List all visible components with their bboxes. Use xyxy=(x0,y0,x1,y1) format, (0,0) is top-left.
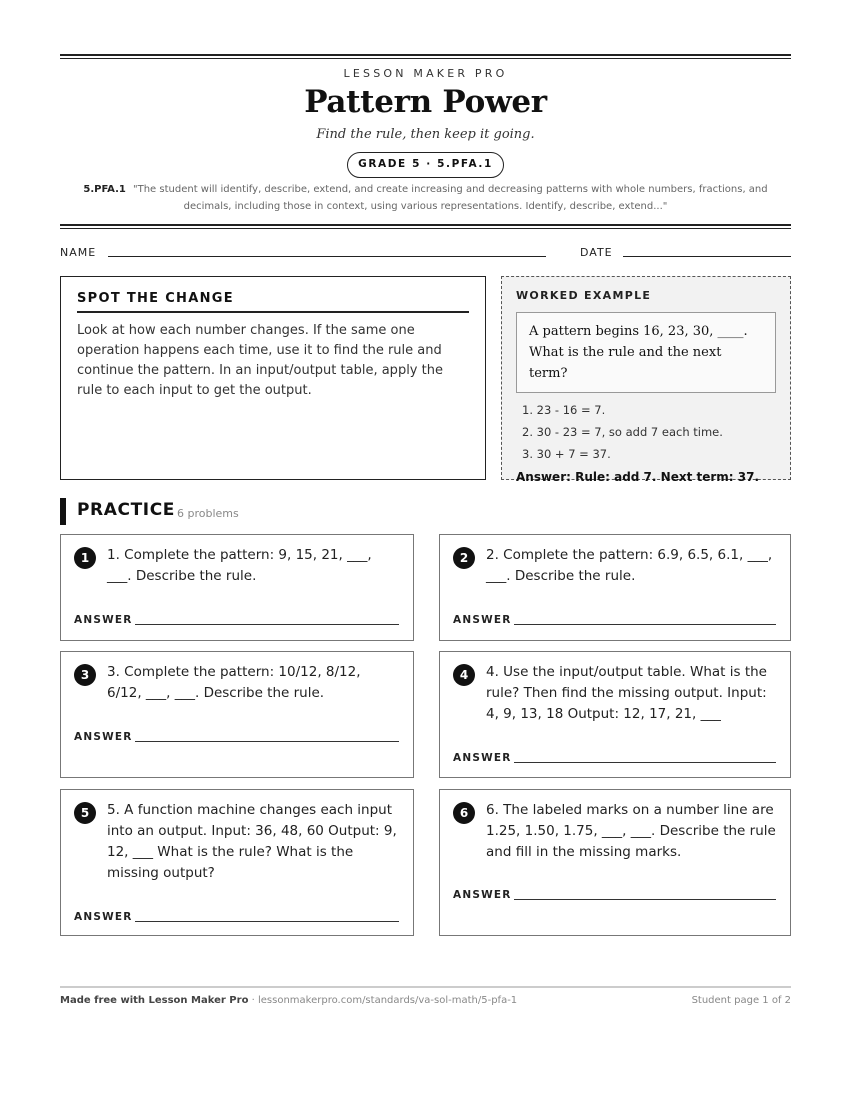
footer-made-with: Made free with Lesson Maker Pro xyxy=(60,995,249,1006)
brand-name: LESSON MAKER PRO xyxy=(343,67,508,80)
problem-number-badge: 1 xyxy=(74,547,96,569)
footer-url: · lessonmakerpro.com/standards/va-sol-math/5-pfa-1 xyxy=(248,995,518,1006)
answer-line[interactable] xyxy=(135,921,399,922)
answer-label: ANSWER xyxy=(453,752,512,764)
problem-number-badge: 3 xyxy=(74,664,96,686)
name-field[interactable] xyxy=(108,256,546,257)
answer-line[interactable] xyxy=(135,624,399,625)
spot-the-change-box xyxy=(60,276,486,480)
header-bottom-rule xyxy=(60,224,791,229)
grade-badge: GRADE 5 · 5.PFA.1 xyxy=(347,152,504,178)
problem-card-6 xyxy=(439,789,791,936)
worked-example-answer: Answer: Rule: add 7. Next term: 37. xyxy=(516,470,760,484)
problem-card-4 xyxy=(439,651,791,778)
problem-card-1 xyxy=(60,534,414,641)
footer-page-number: Student page 1 of 2 xyxy=(691,995,791,1006)
answer-line[interactable] xyxy=(514,762,776,763)
worked-example-title: WORKED EXAMPLE xyxy=(516,289,652,302)
problem-card-5 xyxy=(60,789,414,936)
problem-text: 6. The labeled marks on a number line are 1.25, 1.50, 1.75, ___, ___. Describe the rule and fill in the missing marks. xyxy=(486,802,776,860)
problem-text: 3. Complete the pattern: 10/12, 8/12, 6/12, ___, ___. Describe the rule. xyxy=(107,664,361,701)
problem-text: 2. Complete the pattern: 6.9, 6.5, 6.1, ___, ___. Describe the rule. xyxy=(486,547,773,584)
standard-code: 5.PFA.1 xyxy=(83,184,126,195)
problem-number-badge: 2 xyxy=(453,547,475,569)
problem-card-2 xyxy=(439,534,791,641)
page-title: Pattern Power xyxy=(304,84,547,120)
footer-credit xyxy=(60,995,517,1006)
worked-example-box xyxy=(501,276,791,484)
page-subtitle: Find the rule, then keep it going. xyxy=(316,127,535,142)
problem-number-badge: 5 xyxy=(74,802,96,824)
worksheet-page xyxy=(60,0,791,1100)
problem-text: 4. Use the input/output table. What is the rule? Then find the missing output. Input: 4, 9, 13, 18 Output: 12, 17, 21, ___ xyxy=(486,664,767,722)
practice-heading: PRACTICE xyxy=(77,500,175,520)
date-label: DATE xyxy=(580,246,613,259)
answer-label: ANSWER xyxy=(453,889,512,901)
problem-number-badge: 4 xyxy=(453,664,475,686)
worked-step: 2. 30 - 23 = 7, so add 7 each time. xyxy=(522,425,723,439)
answer-label: ANSWER xyxy=(453,614,512,626)
problem-card-3 xyxy=(60,651,414,778)
practice-accent-bar xyxy=(60,498,66,525)
header-top-rule xyxy=(60,54,791,59)
name-label: NAME xyxy=(60,246,97,259)
standard-description xyxy=(60,181,791,215)
problem-text: 5. A function machine changes each input into an output. Input: 36, 48, 60 Output: 9, 12, ___ What is the rule? What is the missing output? xyxy=(107,802,397,881)
worked-step: 3. 30 + 7 = 37. xyxy=(522,447,611,461)
footer-rule xyxy=(60,986,791,988)
answer-label: ANSWER xyxy=(74,911,133,923)
standard-text: "The student will identify, describe, extend, and create increasing and decreasing patterns with whole numbers, fractions, and decimals, including those in context, using various representations. Identify, describe, extend..." xyxy=(133,184,768,212)
spot-the-change-body: Look at how each number changes. If the same one operation happens each time, use it to find the rule and continue the pattern. In an input/output table, apply the rule to each input to get the output. xyxy=(77,323,443,398)
practice-count: 6 problems xyxy=(177,507,239,520)
answer-line[interactable] xyxy=(514,624,776,625)
worked-example-steps xyxy=(516,399,776,465)
worked-step: 1. 23 - 16 = 7. xyxy=(522,403,606,417)
problem-text: 1. Complete the pattern: 9, 15, 21, ___, ___. Describe the rule. xyxy=(107,547,372,584)
date-field[interactable] xyxy=(623,256,791,257)
answer-line[interactable] xyxy=(135,741,399,742)
answer-line[interactable] xyxy=(514,899,776,900)
spot-the-change-title: SPOT THE CHANGE xyxy=(77,291,469,313)
answer-label: ANSWER xyxy=(74,614,133,626)
worked-example-question: A pattern begins 16, 23, 30, ____. What is the rule and the next term? xyxy=(516,312,776,393)
problem-number-badge: 6 xyxy=(453,802,475,824)
answer-label: ANSWER xyxy=(74,731,133,743)
